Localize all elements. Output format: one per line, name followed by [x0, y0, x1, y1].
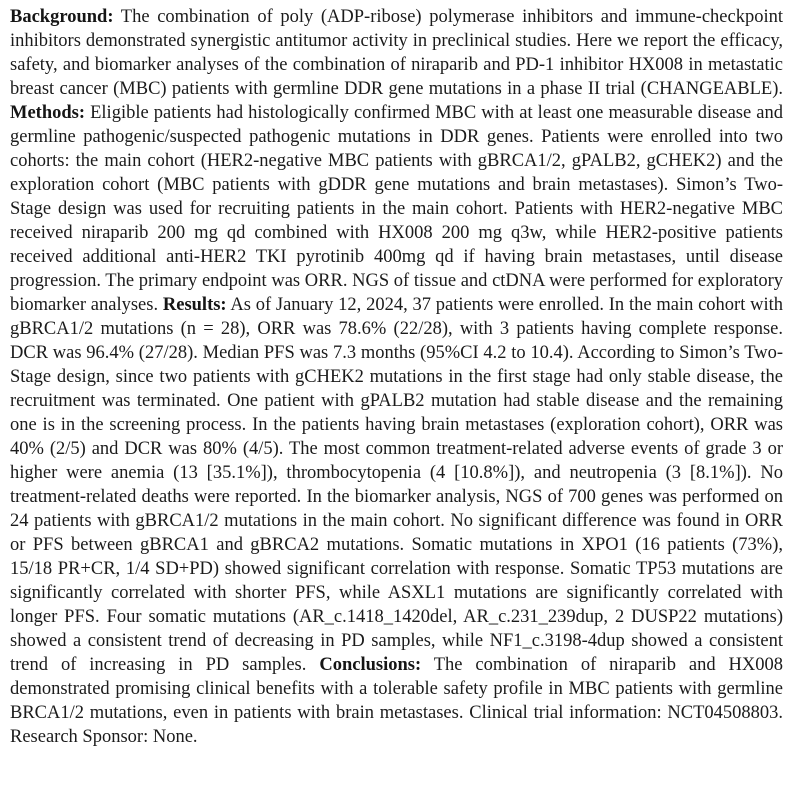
- methods-text: Eligible patients had histologically confirmed MBC with at least one measurable disease and germline pathogenic/suspected pathogenic mutations in DDR genes. Patients were enrolled into two cohorts: the main cohort (HER2-negative MBC patients with gBRCA1/2, gPALB2, gCHEK2) and the exploration cohort (MBC patients with gDDR gene mutations and brain metastases). Simon’s Two-Stage design was used for recruiting patients in the main cohort. Patients with HER2-negative MBC received niraparib 200 mg qd combined with HX008 200 mg q3w, while HER2-positive patients received additional anti-HER2 TKI pyrotinib 400mg qd if having brain metastases, until disease progression. The primary endpoint was ORR. NGS of tissue and ctDNA were performed for exploratory biomarker analyses.: [10, 103, 783, 315]
- results-text: As of January 12, 2024, 37 patients were enrolled. In the main cohort with gBRCA1/2 mutations (n = 28), ORR was 78.6% (22/28), with 3 patients having complete response. DCR was 96.4% (27/28). Median PFS was 7.3 months (95%CI 4.2 to 10.4). According to Simon’s Two-Stage design, since two patients with gCHEK2 mutations in the first stage had only stable disease, the recruitment was terminated. One patient with gPALB2 mutation had stable disease and the remaining one is in the screening process. In the patients having brain metastases (exploration cohort), ORR was 40% (2/5) and DCR was 80% (4/5). The most common treatment-related adverse events of grade 3 or higher were anemia (13 [35.1%]), thrombocytopenia (4 [10.8%]), and neutropenia (3 [8.1%]). No treatment-related deaths were reported. In the biomarker analysis, NGS of 700 genes was performed on 24 patients with gBRCA1/2 mutations in the main cohort. No significant difference was found in ORR or PFS between gBRCA1 and gBRCA2 mutations. Somatic mutations in XPO1 (16 patients (73%), 15/18 PR+CR, 1/4 SD+PD) showed significant correlation with response. Somatic TP53 mutations are significantly correlated with shorter PFS, while ASXL1 mutations are significantly correlated with longer PFS. Four somatic mutations (AR_c.1418_1420del, AR_c.231_239dup, 2 DUSP22 mutations) showed a consistent trend of decreasing in PD samples, while NF1_c.3198-4dup showed a consistent trend of increasing in PD samples.: [10, 295, 784, 675]
- results-label: Results:: [162, 295, 227, 315]
- conclusions-text: The combination of niraparib and HX008 demonstrated promising clinical benefits with a tolerable safety profile in MBC patients with germline BRCA1/2 mutations, even in patients with brain metastases.: [10, 655, 783, 723]
- background-label: Background:: [10, 7, 114, 27]
- abstract-text: [10, 5, 783, 749]
- methods-label: Methods:: [10, 103, 86, 123]
- background-text: The combination of poly (ADP-ribose) polymerase inhibitors and immune-checkpoint inhibitors demonstrated synergistic antitumor activity in preclinical studies. Here we report the efficacy, safety, and biomarker analyses of the combination of niraparib and PD-1 inhibitor HX008 in metastatic breast cancer (MBC) patients with germline DDR gene mutations in a phase II trial (CHANGEABLE).: [10, 7, 783, 99]
- trial-info-text: Clinical trial information: NCT04508803. Research Sponsor: None.: [10, 703, 783, 747]
- conclusions-label: Conclusions:: [319, 655, 422, 675]
